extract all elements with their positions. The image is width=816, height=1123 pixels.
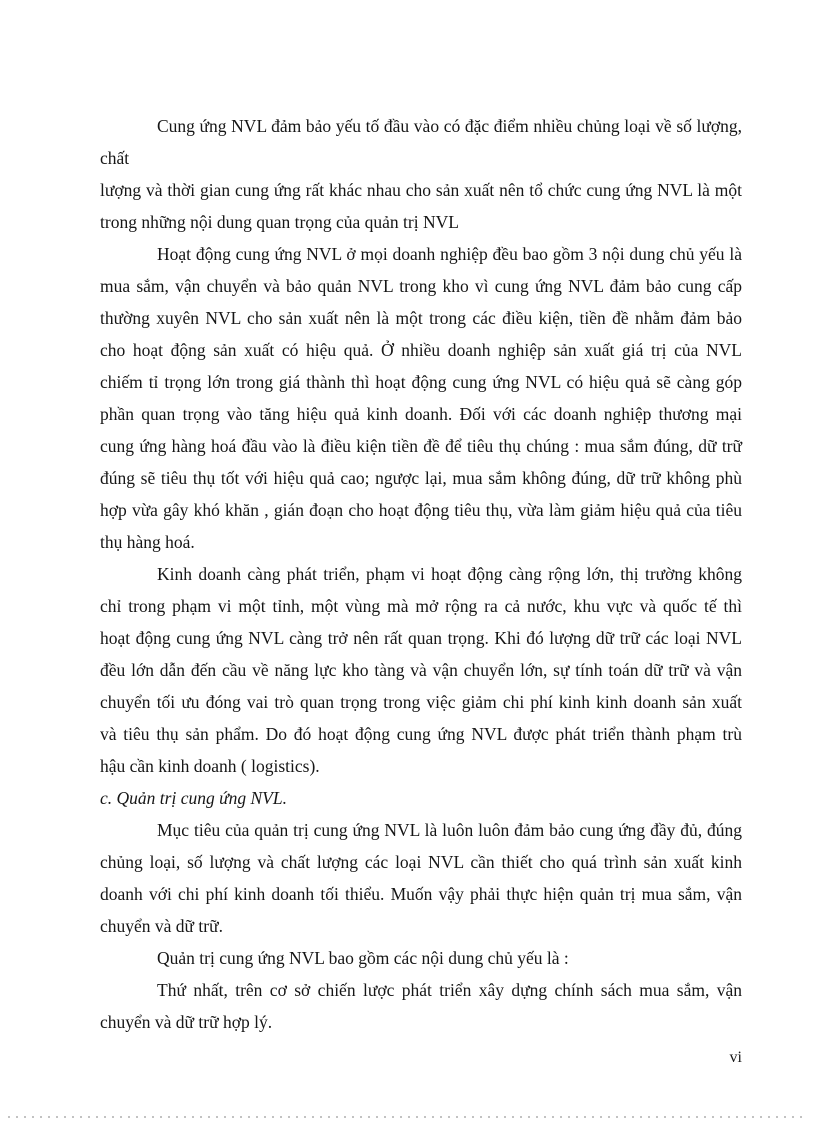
text-line: lượng và thời gian cung ứng rất khác nhau cho sản xuất nên tổ chức cung ứng NVL là một: [100, 180, 742, 200]
text-line: mua sắm, vận chuyển và bảo quản NVL trong kho vì cung ứng NVL đảm bảo cung cấp: [100, 276, 742, 296]
text-line: Cung ứng NVL đảm bảo yếu tố đầu vào có đặc điểm nhiều chủng loại về số lượng, chất: [100, 116, 742, 168]
text-line: đúng sẽ tiêu thụ tốt với hiệu quả cao; ngược lại, mua sắm không đúng, dữ trữ không phù: [100, 468, 742, 488]
text-line: cung ứng hàng hoá đầu vào là điều kiện tiền đề để tiêu thụ chúng : mua sắm đúng, dữ trữ: [100, 436, 742, 456]
text-line: Hoạt động cung ứng NVL ở mọi doanh nghiệp đều bao gồm 3 nội dung chủ yếu là: [157, 244, 742, 264]
text-line: Mục tiêu của quản trị cung ứng NVL là luôn luôn đảm bảo cung ứng đầy đủ, đúng: [157, 820, 742, 840]
document-body: [100, 110, 742, 1038]
text-line: thụ hàng hoá.: [100, 532, 195, 552]
text-line: và tiêu thụ sản phẩm. Do đó hoạt động cung ứng NVL được phát triển thành phạm trù: [100, 724, 742, 744]
paragraph: [100, 110, 742, 238]
text-line: chỉ trong phạm vi một tỉnh, một vùng mà mở rộng ra cả nước, khu vực và quốc tế thì: [100, 596, 742, 616]
text-line: Quản trị cung ứng NVL bao gồm các nội dung chủ yếu là :: [157, 948, 569, 968]
paragraph: [100, 238, 742, 558]
section-heading: [100, 782, 742, 814]
text-line: hợp vừa gây khó khăn , gián đoạn cho hoạt động tiêu thụ, vừa làm giảm hiệu quả của tiêu: [100, 500, 742, 520]
text-line: trong những nội dung quan trọng của quản trị NVL: [100, 212, 459, 232]
text-line: chuyển và dữ trữ.: [100, 916, 223, 936]
text-line: c. Quản trị cung ứng NVL.: [100, 788, 287, 808]
text-line: Thứ nhất, trên cơ sở chiến lược phát triển xây dựng chính sách mua sắm, vận: [157, 980, 742, 1000]
text-line: chuyển tối ưu đóng vai trò quan trọng trong việc giảm chi phí kinh kinh doanh sản xuất: [100, 692, 742, 712]
text-line: hoạt động cung ứng NVL càng trở nên rất quan trọng. Khi đó lượng dữ trữ các loại NVL: [100, 628, 742, 648]
text-line: cho hoạt động sản xuất có hiệu quả. Ở nhiều doanh nghiệp sản xuất giá trị của NVL: [100, 340, 742, 360]
paragraph: [100, 974, 742, 1038]
paragraph: [100, 814, 742, 942]
text-line: đều lớn dẫn đến cầu về năng lực kho tàng và vận chuyển lớn, sự tính toán dữ trữ và vận: [100, 660, 742, 680]
text-line: doanh với chi phí kinh doanh tối thiểu. Muốn vậy phải thực hiện quản trị mua sắm, vận: [100, 884, 742, 904]
text-line: chuyển và dữ trữ hợp lý.: [100, 1012, 273, 1032]
text-line: chủng loại, số lượng và chất lượng các loại NVL cần thiết cho quá trình sản xuất kinh: [100, 852, 742, 872]
paragraph: [100, 558, 742, 782]
text-line: hậu cần kinh doanh ( logistics).: [100, 756, 320, 776]
text-line: chiếm tỉ trọng lớn trong giá thành thì hoạt động cung ứng NVL có hiệu quả sẽ càng góp: [100, 372, 742, 392]
page-bottom-dotted-divider: [8, 1116, 808, 1118]
page-number: vi: [729, 1049, 742, 1066]
text-line: thường xuyên NVL cho sản xuất nên là một trong các điều kiện, tiền đề nhằm đảm bảo: [100, 308, 742, 328]
paragraph: [100, 942, 742, 974]
text-line: phần quan trọng vào tăng hiệu quả kinh doanh. Đối với các doanh nghiệp thương mại: [100, 404, 742, 424]
text-line: Kinh doanh càng phát triển, phạm vi hoạt động càng rộng lớn, thị trường không: [157, 564, 742, 584]
